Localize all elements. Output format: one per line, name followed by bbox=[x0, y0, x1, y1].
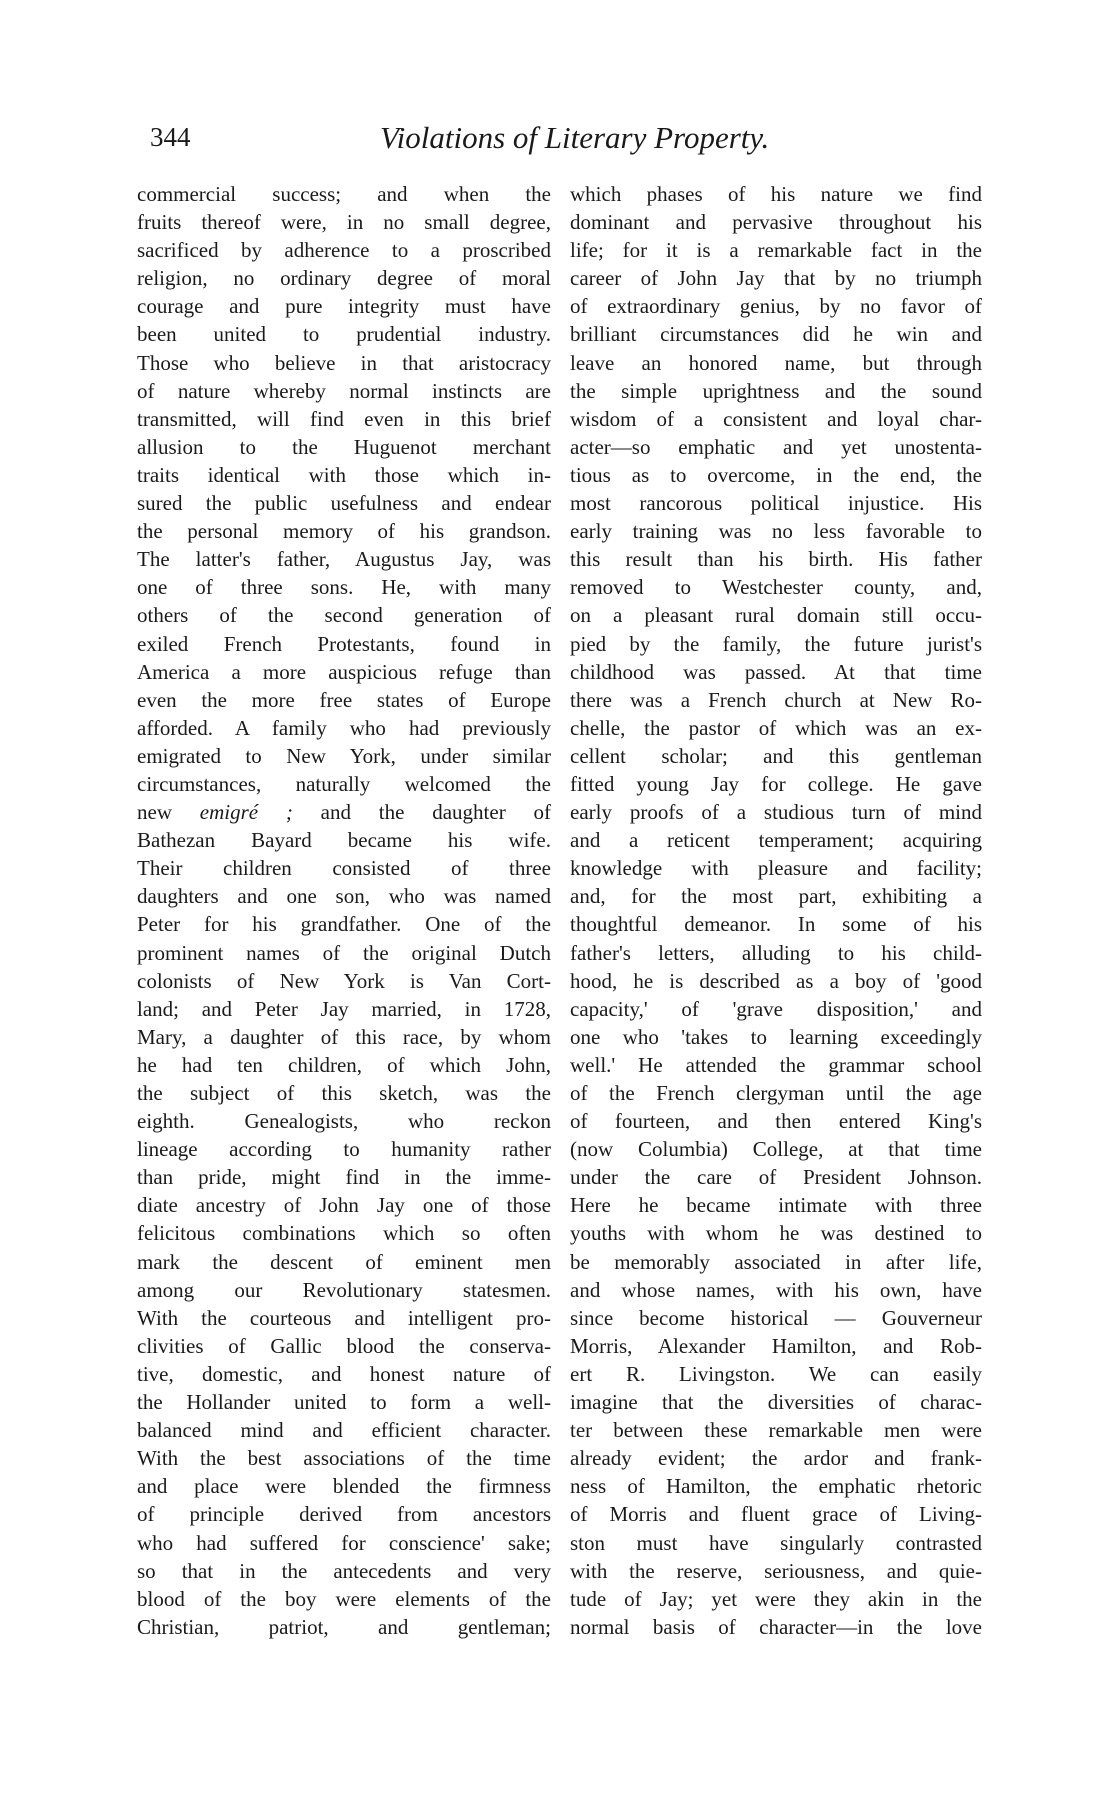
text-line: prominent names of the original Dutch bbox=[137, 940, 551, 965]
text-line: fitted young Jay for college. He gave bbox=[570, 771, 982, 796]
text-line: sured the public usefulness and endear bbox=[137, 491, 551, 516]
text-line: (now Columbia) College, at that time bbox=[570, 1137, 982, 1162]
text-line: than pride, might find in the imme- bbox=[137, 1165, 551, 1190]
text-line: which phases of his nature we find bbox=[570, 182, 982, 206]
text-line: of extraordinary genius, by no favor of bbox=[570, 294, 982, 319]
running-title: Violations of Literary Property. bbox=[380, 120, 770, 155]
text-line: he had ten children, of which John, bbox=[137, 1052, 551, 1077]
text-line: knowledge with pleasure and facility; bbox=[570, 856, 982, 881]
text-line: daughters and one son, who was named bbox=[137, 884, 551, 909]
text-line: ter between these remarkable men were bbox=[570, 1418, 982, 1443]
text-line: there was a French church at New Ro- bbox=[570, 687, 982, 712]
text-line: of principle derived from ancestors bbox=[137, 1502, 551, 1527]
text-line: afforded. A family who had previously bbox=[137, 715, 551, 740]
text-line: father's letters, alluding to his child- bbox=[570, 940, 982, 965]
text-line: acter—so emphatic and yet unostenta- bbox=[570, 434, 982, 459]
text-line: leave an honored name, but through bbox=[570, 350, 982, 375]
text-line: chelle, the pastor of which was an ex- bbox=[570, 715, 982, 740]
text-line: already evident; the ardor and frank- bbox=[570, 1446, 982, 1471]
text-line: diate ancestry of John Jay one of those bbox=[137, 1193, 551, 1218]
text-line: youths with whom he was destined to bbox=[570, 1221, 982, 1246]
text-line: ness of Hamilton, the emphatic rhetoric bbox=[570, 1474, 982, 1499]
text-line: cellent scholar; and this gentleman bbox=[570, 743, 982, 768]
text-line: of the French clergyman until the age bbox=[570, 1081, 982, 1105]
text-line: and place were blended the firmness bbox=[137, 1474, 551, 1499]
text-line: sacrificed by adherence to a proscribed bbox=[137, 238, 551, 263]
text-line: With the courteous and intelligent pro- bbox=[137, 1305, 551, 1330]
text-line: Their children consisted of three bbox=[137, 856, 551, 881]
text-line: With the best associations of the time bbox=[137, 1446, 551, 1471]
text-line: emigrated to New York, under similar bbox=[137, 743, 551, 768]
text-line: exiled French Protestants, found in bbox=[137, 631, 551, 656]
text-line: and, for the most part, exhibiting a bbox=[570, 884, 982, 909]
text-line: capacity,' of 'grave disposition,' and bbox=[570, 996, 982, 1021]
text-line: Bathezan Bayard became his wife. bbox=[137, 828, 551, 853]
text-line: ston must have singularly contrasted bbox=[570, 1530, 982, 1555]
text-line: clivities of Gallic blood the conserva- bbox=[137, 1333, 551, 1358]
text-line: so that in the antecedents and very bbox=[137, 1558, 551, 1583]
text-line: traits identical with those which in- bbox=[137, 462, 551, 487]
text-line: imagine that the diversities of charac- bbox=[570, 1390, 982, 1415]
text-line bbox=[137, 798, 551, 826]
text-line: early training was no less favorable to bbox=[570, 519, 982, 544]
text-line: circumstances, naturally welcomed the bbox=[137, 771, 551, 796]
text-line: The latter's father, Augustus Jay, was bbox=[137, 547, 551, 572]
text-line: and a reticent temperament; acquiring bbox=[570, 828, 982, 853]
text-line: allusion to the Huguenot merchant bbox=[137, 434, 551, 459]
text-line: even the more free states of Europe bbox=[137, 687, 551, 712]
text-line: well.' He attended the grammar school bbox=[570, 1052, 982, 1077]
text-line: Peter for his grandfather. One of the bbox=[137, 912, 551, 937]
text-line: religion, no ordinary degree of moral bbox=[137, 266, 551, 291]
text-line: fruits thereof were, in no small degree, bbox=[137, 210, 551, 235]
text-line: Christian, patriot, and gentleman; bbox=[137, 1614, 551, 1639]
text-line: one of three sons. He, with many bbox=[137, 575, 551, 600]
text-line: be memorably associated in after life, bbox=[570, 1249, 982, 1274]
text-line: felicitous combinations which so often bbox=[137, 1221, 551, 1246]
text-line: early proofs of a studious turn of mind bbox=[570, 800, 982, 825]
text-line: ert R. Livingston. We can easily bbox=[570, 1361, 982, 1386]
text-line: land; and Peter Jay married, in 1728, bbox=[137, 996, 551, 1021]
text-line: the subject of this sketch, was the bbox=[137, 1081, 551, 1105]
text-line: tude of Jay; yet were they akin in the bbox=[570, 1586, 982, 1611]
text-line: America a more auspicious refuge than bbox=[137, 659, 551, 684]
text-line: mark the descent of eminent men bbox=[137, 1249, 551, 1274]
text-line: commercial success; and when the bbox=[137, 182, 551, 206]
text-line: since become historical — Gouverneur bbox=[570, 1305, 982, 1330]
text-line: lineage according to humanity rather bbox=[137, 1137, 551, 1162]
text-line: Morris, Alexander Hamilton, and Rob- bbox=[570, 1333, 982, 1358]
text-line: on a pleasant rural domain still occu- bbox=[570, 603, 982, 628]
text-line: others of the second generation of bbox=[137, 603, 551, 628]
right-column bbox=[570, 180, 982, 1641]
text-line: wisdom of a consistent and loyal char- bbox=[570, 406, 982, 431]
text-line: career of John Jay that by no triumph bbox=[570, 266, 982, 291]
text-line: Those who believe in that aristocracy bbox=[137, 350, 551, 375]
text-line: among our Revolutionary statesmen. bbox=[137, 1277, 551, 1302]
text-line: blood of the boy were elements of the bbox=[137, 1586, 551, 1611]
text-line: brilliant circumstances did he win and bbox=[570, 322, 982, 347]
text-line: childhood was passed. At that time bbox=[570, 659, 982, 684]
text-line: of fourteen, and then entered King's bbox=[570, 1109, 982, 1134]
text-segment: new bbox=[137, 800, 200, 825]
text-line: transmitted, will find even in this brief bbox=[137, 406, 551, 431]
text-line: balanced mind and efficient character. bbox=[137, 1418, 551, 1443]
text-line: tive, domestic, and honest nature of bbox=[137, 1361, 551, 1386]
text-line: of nature whereby normal instincts are bbox=[137, 378, 551, 403]
text-line: Mary, a daughter of this race, by whom bbox=[137, 1024, 551, 1049]
text-segment: and the daughter of bbox=[292, 800, 551, 825]
text-line: eighth. Genealogists, who reckon bbox=[137, 1109, 551, 1134]
text-line: tious as to overcome, in the end, the bbox=[570, 462, 982, 487]
text-line: thoughtful demeanor. In some of his bbox=[570, 912, 982, 937]
text-line: who had suffered for conscience' sake; bbox=[137, 1530, 551, 1555]
text-line: colonists of New York is Van Cort- bbox=[137, 968, 551, 993]
text-line: the simple uprightness and the sound bbox=[570, 378, 982, 403]
page-number: 344 bbox=[150, 122, 191, 152]
text-line: dominant and pervasive throughout his bbox=[570, 210, 982, 235]
text-line: the personal memory of his grandson. bbox=[137, 519, 551, 544]
text-line: normal basis of character—in the love bbox=[570, 1614, 982, 1639]
text-line: one who 'takes to learning exceedingly bbox=[570, 1024, 982, 1049]
left-column bbox=[137, 180, 551, 1641]
text-line: of Morris and fluent grace of Living- bbox=[570, 1502, 982, 1527]
text-line: life; for it is a remarkable fact in the bbox=[570, 238, 982, 263]
text-line: this result than his birth. His father bbox=[570, 547, 982, 572]
text-line: and whose names, with his own, have bbox=[570, 1277, 982, 1302]
text-line: the Hollander united to form a well- bbox=[137, 1390, 551, 1415]
text-line: most rancorous political injustice. His bbox=[570, 491, 982, 516]
text-line: pied by the family, the future jurist's bbox=[570, 631, 982, 656]
text-line: hood, he is described as a boy of 'good bbox=[570, 968, 982, 993]
text-line: Here he became intimate with three bbox=[570, 1193, 982, 1218]
text-line: with the reserve, seriousness, and quie- bbox=[570, 1558, 982, 1583]
text-line: been united to prudential industry. bbox=[137, 322, 551, 347]
italic-word: emigré ; bbox=[199, 800, 293, 825]
text-line: courage and pure integrity must have bbox=[137, 294, 551, 319]
text-line: removed to Westchester county, and, bbox=[570, 575, 982, 600]
text-line: under the care of President Johnson. bbox=[570, 1165, 982, 1190]
